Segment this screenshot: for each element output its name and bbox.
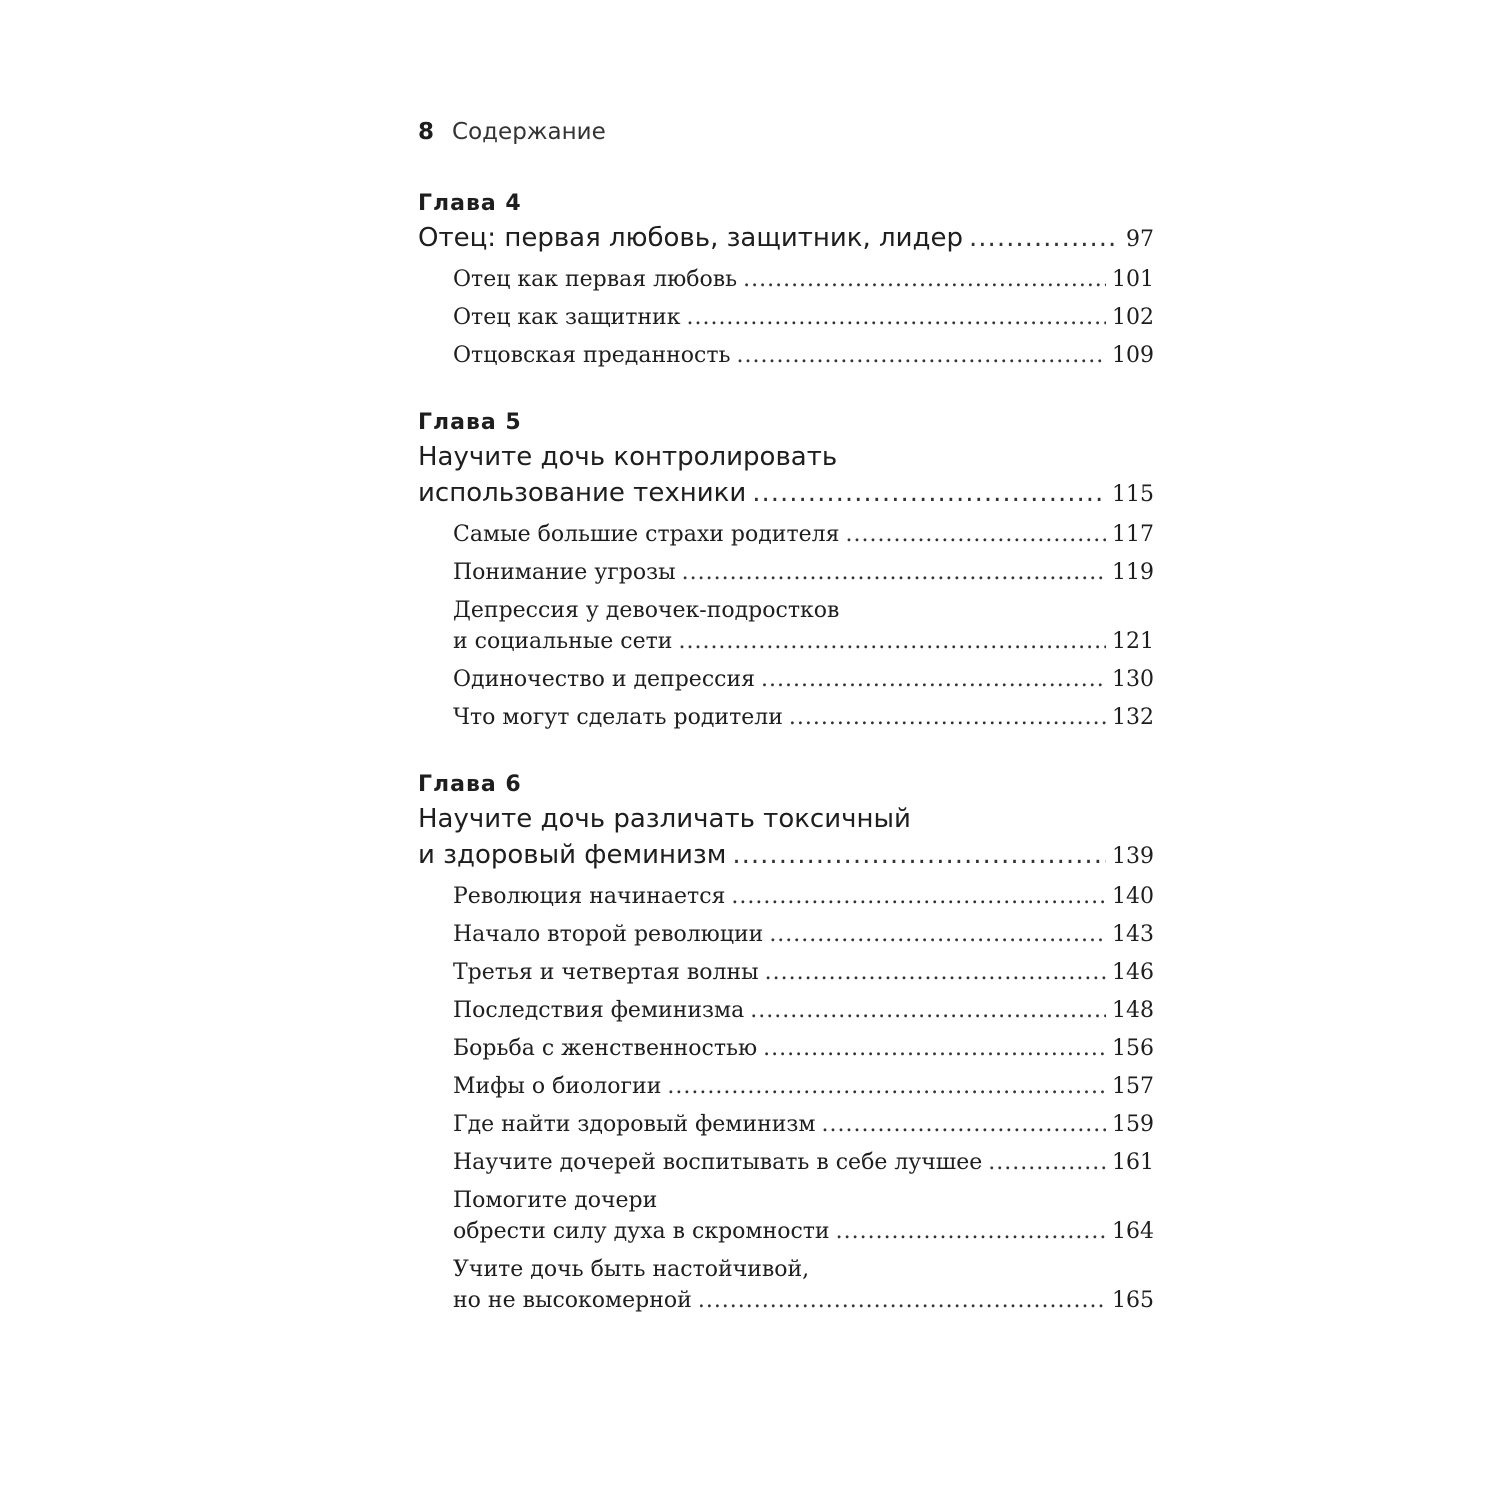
dot-leader <box>765 957 1106 988</box>
section-entry[interactable] <box>453 1254 1154 1316</box>
section-list <box>418 881 1154 1316</box>
section-page-number: 119 <box>1112 560 1154 585</box>
chapter-title <box>418 801 1154 873</box>
section-page-number: 161 <box>1112 1150 1154 1175</box>
dot-leader <box>988 1147 1106 1178</box>
section-page-number: 140 <box>1112 884 1154 909</box>
section-title-line: но не высокомерной <box>453 1288 692 1313</box>
section-title-line: Отец как защитник <box>453 305 681 330</box>
section-entry[interactable] <box>453 1071 1154 1102</box>
section-page-number: 130 <box>1112 667 1154 692</box>
dot-leader <box>763 1033 1106 1064</box>
page-number: 8 <box>418 119 435 145</box>
section-entry[interactable] <box>453 702 1154 733</box>
section-entry[interactable] <box>453 1033 1154 1064</box>
section-row <box>453 881 1154 912</box>
section-entry[interactable] <box>453 881 1154 912</box>
section-page-number: 121 <box>1112 629 1154 654</box>
chapter-title-entry[interactable] <box>418 837 1154 873</box>
chapter-title-line: Отец: первая любовь, защитник, лидер <box>418 223 964 253</box>
chapter-page-number: 115 <box>1112 482 1154 507</box>
section-page-number: 165 <box>1112 1288 1154 1313</box>
dot-leader <box>752 475 1106 511</box>
section-list <box>418 519 1154 733</box>
section-title-line: Одиночество и депрессия <box>453 667 756 692</box>
section-title-line: Депрессия у девочек-подростков <box>453 598 840 623</box>
section-page-number: 132 <box>1112 705 1154 730</box>
chapter-title-line: и здоровый феминизм <box>418 840 727 870</box>
dot-leader <box>789 702 1106 733</box>
section-entry[interactable] <box>453 519 1154 550</box>
section-title-line: Начало второй революции <box>453 922 764 947</box>
section-entry[interactable] <box>453 264 1154 295</box>
section-entry[interactable] <box>453 1147 1154 1178</box>
dot-leader <box>750 995 1106 1026</box>
section-row <box>453 1033 1154 1064</box>
table-of-contents <box>418 188 1154 1316</box>
section-page-number: 164 <box>1112 1219 1154 1244</box>
chapter-title <box>418 439 1154 511</box>
chapter-label: Глава 5 <box>418 410 522 435</box>
section-row <box>453 995 1154 1026</box>
book-page <box>418 110 1154 1352</box>
section-title-line: обрести силу духа в скромности <box>453 1219 830 1244</box>
dot-leader <box>667 1071 1106 1102</box>
dot-leader <box>846 519 1107 550</box>
section-entry[interactable] <box>453 919 1154 950</box>
dot-leader <box>822 1109 1106 1140</box>
section-row <box>453 557 1154 588</box>
section-row <box>453 626 1154 657</box>
section-title-line: Что могут сделать родители <box>453 705 783 730</box>
section-list <box>418 264 1154 371</box>
dot-leader <box>686 302 1106 333</box>
dot-leader <box>737 340 1106 371</box>
section-row <box>453 302 1154 333</box>
section-entry[interactable] <box>453 595 1154 657</box>
chapter-page-number: 139 <box>1112 844 1154 869</box>
chapter-title-line: использование техники <box>418 478 747 508</box>
section-entry[interactable] <box>453 340 1154 371</box>
section-entry[interactable] <box>453 995 1154 1026</box>
section-title-line: Революция начинается <box>453 884 726 909</box>
section-row <box>453 264 1154 295</box>
section-row <box>453 702 1154 733</box>
chapter-title <box>418 220 1154 256</box>
section-entry[interactable] <box>453 1185 1154 1247</box>
dot-leader <box>731 881 1106 912</box>
section-page-number: 117 <box>1112 522 1154 547</box>
section-title-line: Понимание угрозы <box>453 560 676 585</box>
section-page-number: 102 <box>1112 305 1154 330</box>
section-title-line: Научите дочерей воспитывать в себе лучшее <box>453 1150 983 1175</box>
section-title-line: Самые большие страхи родителя <box>453 522 840 547</box>
section-entry[interactable] <box>453 1109 1154 1140</box>
section-title-line: Отец как первая любовь <box>453 267 738 292</box>
dot-leader <box>761 664 1106 695</box>
chapter-page-number: 97 <box>1126 227 1154 252</box>
section-entry[interactable] <box>453 302 1154 333</box>
running-head-title: Содержание <box>452 119 606 145</box>
section-page-number: 109 <box>1112 343 1154 368</box>
chapter <box>418 769 1154 1316</box>
section-row <box>453 1216 1154 1247</box>
section-title-line: Последствия феминизма <box>453 998 745 1023</box>
dot-leader <box>769 919 1106 950</box>
section-title-line: Борьба с женственностью <box>453 1036 758 1061</box>
section-title-line: и социальные сети <box>453 629 673 654</box>
section-title-line: Где найти здоровый феминизм <box>453 1112 816 1137</box>
section-entry[interactable] <box>453 957 1154 988</box>
section-row <box>453 340 1154 371</box>
chapter-title-line: Научите дочь различать токсичный <box>418 804 911 834</box>
section-page-number: 143 <box>1112 922 1154 947</box>
section-row <box>453 1109 1154 1140</box>
section-row <box>453 1071 1154 1102</box>
chapter-title-entry[interactable] <box>418 220 1154 256</box>
section-page-number: 146 <box>1112 960 1154 985</box>
section-title-line: Учите дочь быть настойчивой, <box>453 1257 810 1282</box>
running-head <box>418 110 1154 154</box>
section-row <box>453 919 1154 950</box>
section-page-number: 101 <box>1112 267 1154 292</box>
chapter-title-entry[interactable] <box>418 475 1154 511</box>
section-row <box>453 519 1154 550</box>
section-page-number: 156 <box>1112 1036 1154 1061</box>
section-title-line: Мифы о биологии <box>453 1074 662 1099</box>
chapter <box>418 188 1154 371</box>
dot-leader <box>743 264 1106 295</box>
section-row <box>453 664 1154 695</box>
chapter-title-line: Научите дочь контролировать <box>418 442 838 472</box>
section-entry[interactable] <box>453 557 1154 588</box>
section-row <box>453 1285 1154 1316</box>
section-page-number: 159 <box>1112 1112 1154 1137</box>
section-page-number: 148 <box>1112 998 1154 1023</box>
section-row <box>453 957 1154 988</box>
chapter-label: Глава 4 <box>418 191 522 216</box>
section-title-line: Помогите дочери <box>453 1188 658 1213</box>
section-row <box>453 1147 1154 1178</box>
dot-leader <box>682 557 1106 588</box>
chapter <box>418 407 1154 733</box>
dot-leader <box>836 1216 1106 1247</box>
section-entry[interactable] <box>453 664 1154 695</box>
section-page-number: 157 <box>1112 1074 1154 1099</box>
section-title-line: Третья и четвертая волны <box>453 960 759 985</box>
dot-leader <box>969 220 1120 256</box>
section-title-line: Отцовская преданность <box>453 343 731 368</box>
chapter-label: Глава 6 <box>418 772 522 797</box>
dot-leader <box>732 837 1106 873</box>
dot-leader <box>698 1285 1106 1316</box>
dot-leader <box>678 626 1106 657</box>
